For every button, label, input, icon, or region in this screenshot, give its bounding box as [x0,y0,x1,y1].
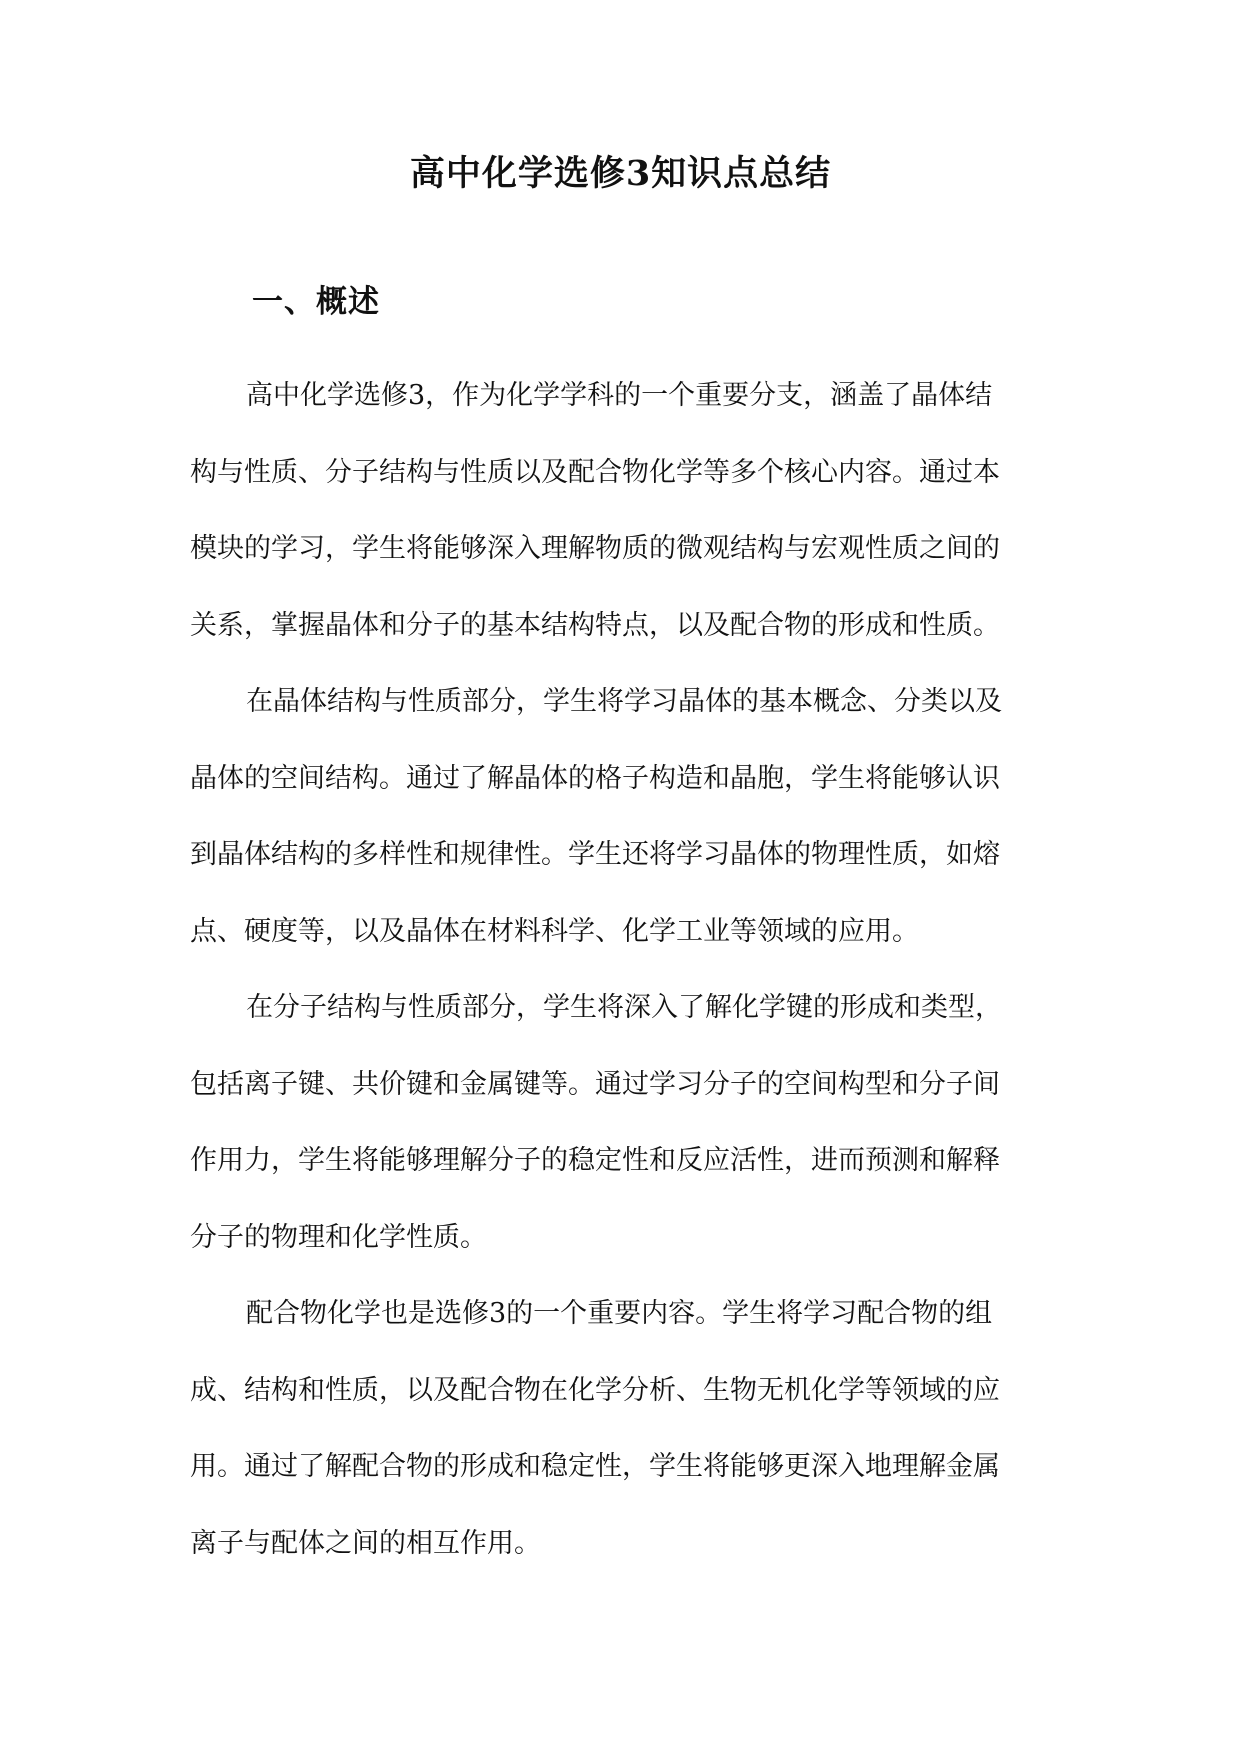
text-line: 用。通过了解配合物的形成和稳定性，学生将能够更深入地理解金属 [190,1451,1000,1482]
text-line: 离子与配体之间的相互作用。 [190,1527,541,1559]
text-line: 作用力，学生将能够理解分子的稳定性和反应活性，进而预测和解释 [190,1145,1000,1176]
text-line: 在分子结构与性质部分，学生将深入了解化学键的形成和类型， [246,992,1002,1023]
text-line: 点、硬度等，以及晶体在材料科学、化学工业等领域的应用。 [190,915,919,947]
text-line: 模块的学习，学生将能够深入理解物质的微观结构与宏观性质之间的 [190,533,1000,564]
paragraph [190,1276,1054,1582]
text-line: 在晶体结构与性质部分，学生将学习晶体的基本概念、分类以及 [246,686,1002,717]
text-line: 分子的物理和化学性质。 [190,1221,487,1253]
text-line: 成、结构和性质，以及配合物在化学分析、生物无机化学等领域的应 [190,1374,1000,1406]
document-title: 高中化学选修3知识点总结 [409,153,832,194]
text-line: 晶体的空间结构。通过了解晶体的格子构造和晶胞，学生将能够认识 [190,762,1000,794]
text-line: 高中化学选修3，作为化学学科的一个重要分支，涵盖了晶体结 [246,380,993,411]
text-line: 包括离子键、共价键和金属键等。通过学习分子的空间构型和分子间 [190,1068,1000,1100]
text-line: 到晶体结构的多样性和规律性。学生还将学习晶体的物理性质，如熔 [190,839,1000,870]
section-heading: 一、概述 [252,284,380,320]
paragraph [190,664,1054,970]
text-line: 关系，掌握晶体和分子的基本结构特点，以及配合物的形成和性质。 [190,609,1000,641]
paragraph [190,358,1054,664]
paragraph [190,970,1054,1276]
text-line: 配合物化学也是选修3的一个重要内容。学生将学习配合物的组 [246,1298,993,1329]
text-line: 构与性质、分子结构与性质以及配合物化学等多个核心内容。通过本 [190,456,1000,488]
document-body [190,358,1054,1582]
